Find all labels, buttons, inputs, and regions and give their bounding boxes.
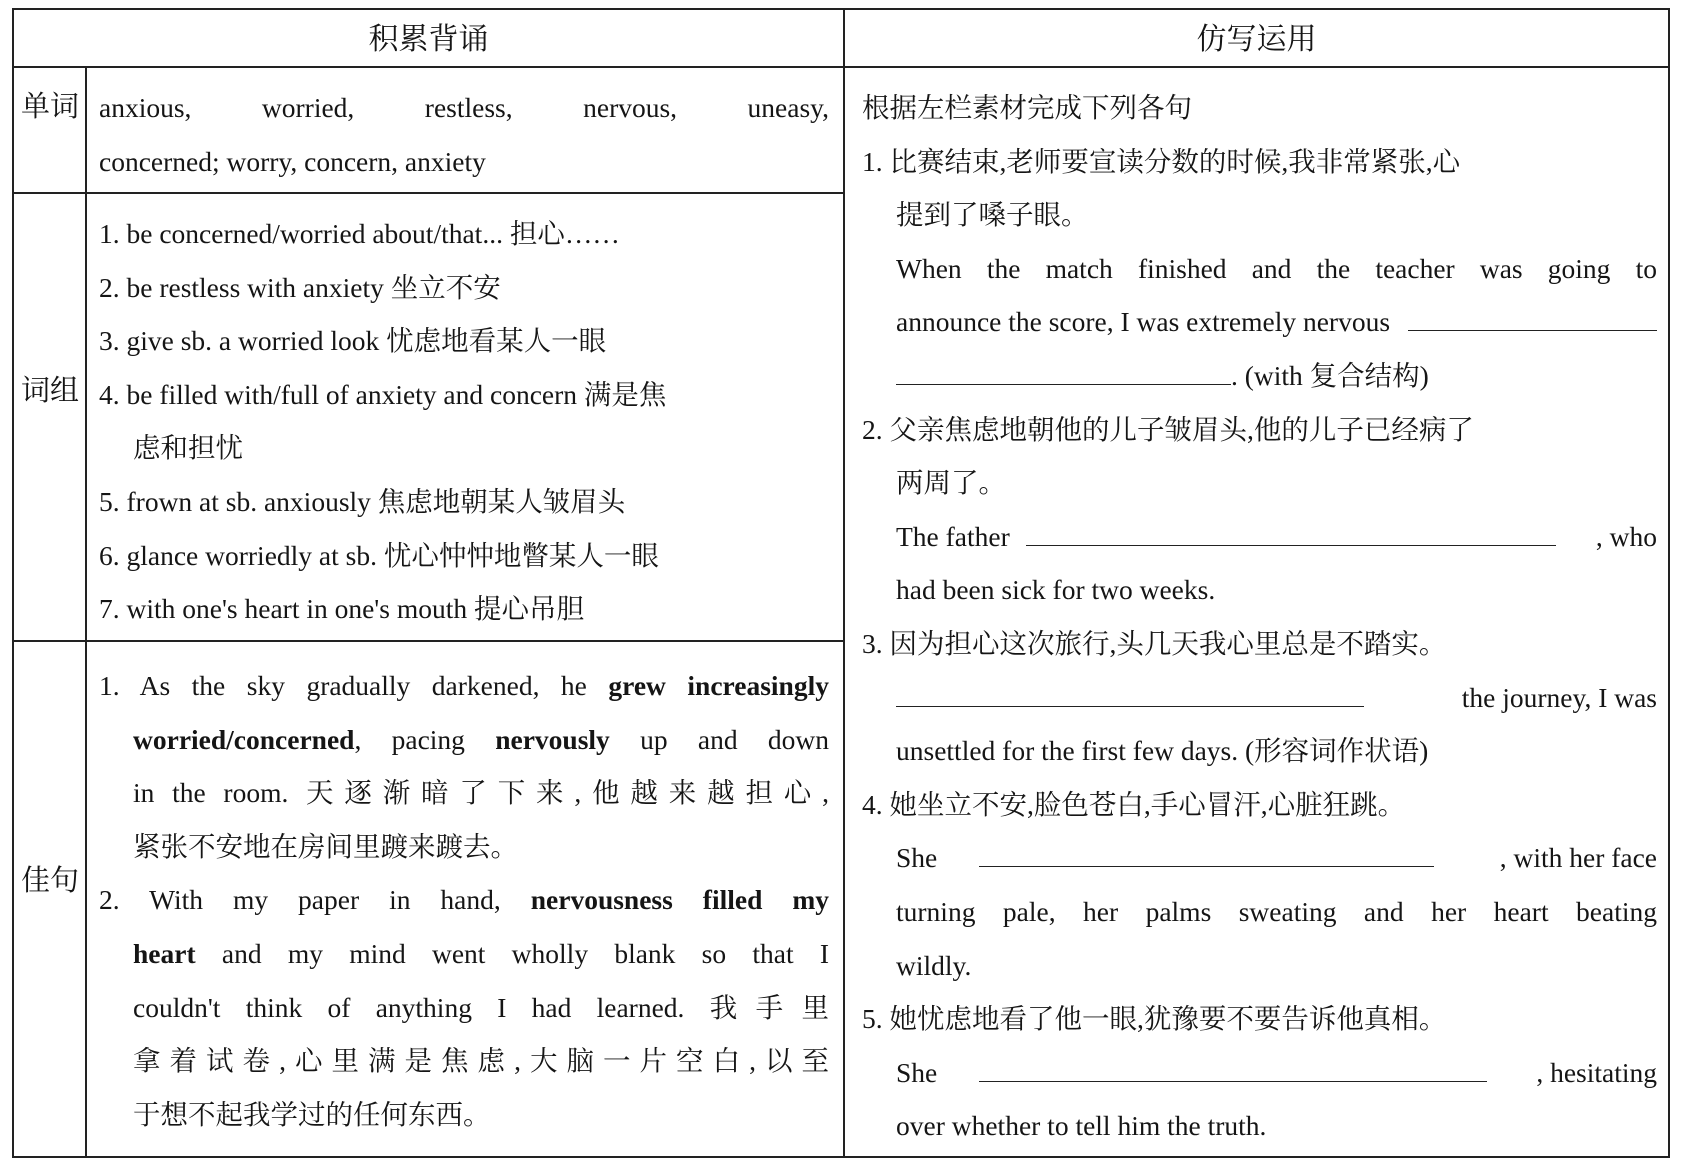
header-right: 仿写运用 — [1196, 23, 1317, 56]
q5-en: She , hesitating — [862, 1046, 1657, 1100]
sentence-line: couldn't think of anything I had learned. 我手里 — [133, 991, 829, 1023]
phrase-item: 4. be filled with/full of anxiety and concern 满是焦 — [99, 378, 667, 410]
phrase-item-continuation: 虑和担忧 — [133, 432, 243, 464]
q5-en: over whether to tell him the truth. — [896, 1110, 1267, 1142]
q3-en: unsettled for the first few days. (形容词作状语) — [896, 735, 1429, 767]
category-sentences: 佳句 — [20, 865, 79, 897]
sentence-line: in the room. 天逐渐暗了下来,他越来越担心, — [133, 777, 829, 809]
words-line: concerned; worry, concern, anxiety — [99, 145, 486, 177]
q2-en: The father , who — [862, 510, 1657, 564]
q3-cn: 3. 因为担心这次旅行,头几天我心里总是不踏实。 — [862, 627, 1447, 659]
q1-cn: 1. 比赛结束,老师要宣读分数的时候,我非常紧张,心 — [862, 145, 1461, 177]
q2-cn: 2. 父亲焦虑地朝他的儿子皱眉头,他的儿子已经病了 — [862, 413, 1474, 445]
q4-en: turning pale, her palms sweating and her heart beating — [896, 895, 1657, 927]
category-divider — [85, 66, 87, 1158]
sentence-line: 1. As the sky gradually darkened, he grew increasingly — [99, 670, 829, 701]
q1-en: When the match finished and the teacher was going to — [896, 252, 1657, 284]
q2-cn: 两周了。 — [896, 467, 1006, 499]
sentence-line: 于想不起我学过的任何东西。 — [133, 1098, 491, 1130]
phrase-item: 2. be restless with anxiety 坐立不安 — [99, 271, 501, 303]
category-words: 单词 — [20, 91, 79, 123]
answer-blank[interactable] — [896, 354, 1231, 385]
q1-en: . (with 复合结构) — [862, 349, 1657, 403]
sentence-line: 拿着试卷,心里满是焦虑,大脑一片空白,以至 — [133, 1045, 829, 1077]
answer-blank[interactable] — [896, 676, 1364, 707]
sentence-line: worried/concerned, pacing nervously up and down — [133, 723, 829, 755]
practice-cell — [862, 81, 1657, 1153]
category-phrases: 词组 — [20, 375, 79, 407]
phrase-item: 1. be concerned/worried about/that... 担心…… — [99, 218, 620, 249]
answer-blank[interactable] — [979, 1051, 1487, 1082]
phrases-divider — [12, 640, 844, 642]
q1-cn: 提到了嗓子眼。 — [896, 199, 1089, 231]
phrase-item: 7. with one's heart in one's mouth 提心吊胆 — [99, 593, 584, 625]
q2-en: had been sick for two weeks. — [896, 574, 1216, 606]
sentence-line: heart and my mind went wholly blank so that I — [133, 937, 829, 969]
phrases-cell — [99, 207, 834, 636]
q1-en: announce the score, I was extremely nervous — [862, 295, 1657, 349]
words-cell — [99, 81, 829, 188]
center-divider — [843, 8, 845, 1158]
q4-en: wildly. — [896, 949, 972, 981]
sentences-cell — [99, 659, 829, 1141]
phrase-item: 5. frown at sb. anxiously 焦虑地朝某人皱眉头 — [99, 485, 626, 517]
words-divider — [12, 192, 844, 194]
answer-blank[interactable] — [979, 836, 1434, 867]
q5-cn: 5. 她忧虑地看了他一眼,犹豫要不要告诉他真相。 — [862, 1003, 1447, 1035]
sentence-line: 2. With my paper in hand, nervousness filled my — [99, 884, 830, 916]
q4-en: She , with her face — [862, 831, 1657, 885]
words-line: anxious, worried, restless, nervous, uneasy, — [99, 92, 829, 123]
sentence-line: 紧张不安地在房间里踱来踱去。 — [133, 830, 518, 862]
q3-en: the journey, I was — [862, 671, 1657, 725]
practice-intro: 根据左栏素材完成下列各句 — [862, 92, 1192, 123]
header-left: 积累背诵 — [368, 23, 489, 56]
phrase-item: 6. glance worriedly at sb. 忧心忡忡地瞥某人一眼 — [99, 539, 659, 571]
q4-cn: 4. 她坐立不安,脸色苍白,手心冒汗,心脏狂跳。 — [862, 788, 1406, 820]
answer-blank[interactable] — [1026, 515, 1556, 546]
header-divider — [12, 66, 1670, 68]
answer-blank[interactable] — [1408, 300, 1657, 331]
phrase-item: 3. give sb. a worried look 忧虑地看某人一眼 — [99, 325, 607, 357]
